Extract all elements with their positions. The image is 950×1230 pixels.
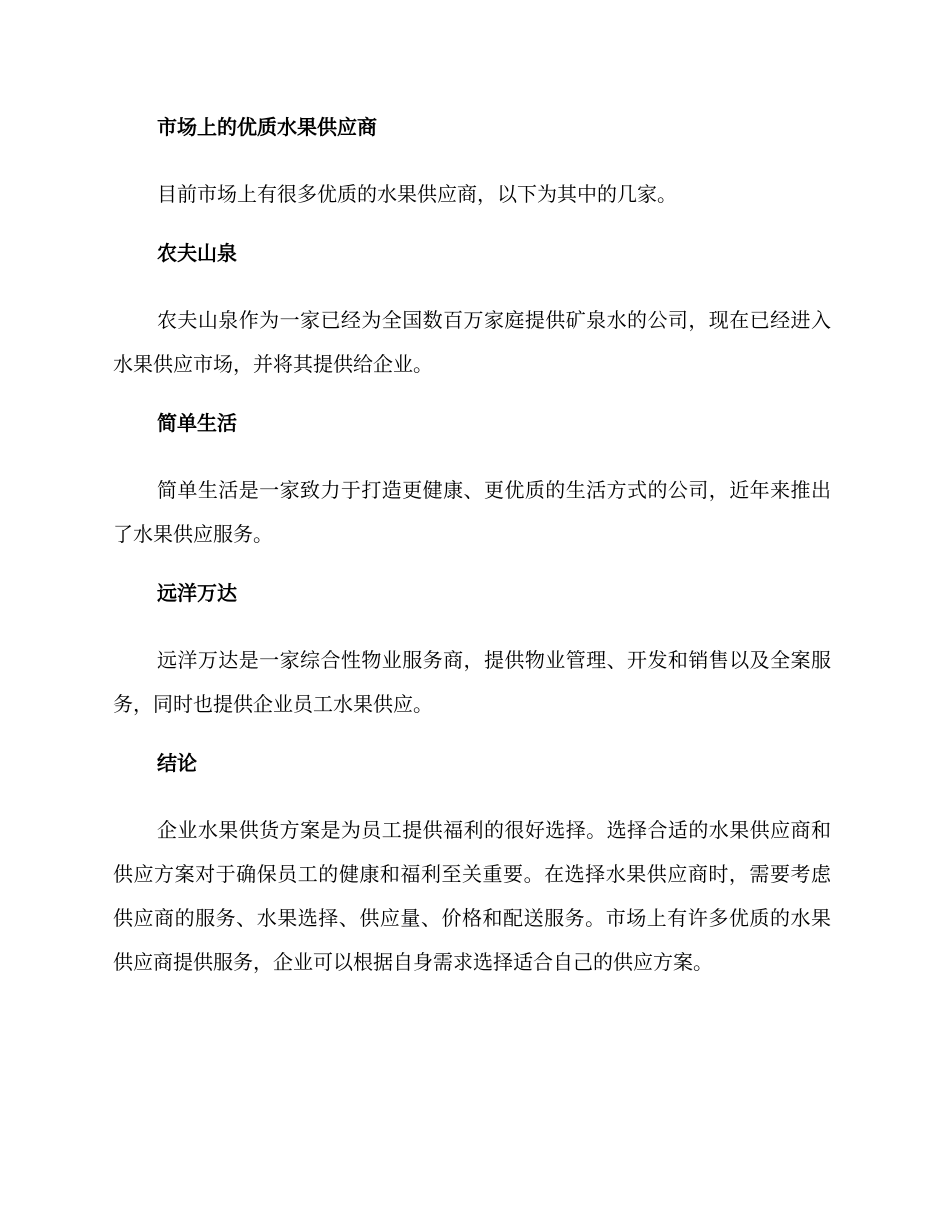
section-paragraph-nongfu: 农夫山泉作为一家已经为全国数百万家庭提供矿泉水的公司，现在已经进入水果供应市场，并将其提供给企业。	[113, 308, 831, 376]
section-paragraph-suppliers: 目前市场上有很多优质的水果供应商，以下为其中的几家。	[157, 182, 677, 206]
section-paragraph-simple-life: 简单生活是一家致力于打造更健康、更优质的生活方式的公司，近年来推出了水果供应服务。	[113, 478, 831, 546]
section-heading-nongfu: 农夫山泉	[157, 241, 237, 265]
section-heading-sino-ocean: 远洋万达	[157, 581, 237, 605]
section-paragraph-conclusion: 企业水果供货方案是为员工提供福利的很好选择。选择合适的水果供应商和供应方案对于确保员工的健康和福利至关重要。在选择水果供应商时，需要考虑供应商的服务、水果选择、供应量、价格和配送服务。市场上有许多优质的水果供应商提供服务，企业可以根据自身需求选择适合自己的供应方案。	[113, 818, 831, 974]
section-heading-suppliers: 市场上的优质水果供应商	[157, 115, 377, 139]
document-page	[113, 113, 831, 984]
section-paragraph-sino-ocean: 远洋万达是一家综合性物业服务商，提供物业管理、开发和销售以及全案服务，同时也提供企业员工水果供应。	[113, 648, 831, 716]
section-heading-conclusion: 结论	[157, 751, 197, 775]
section-heading-simple-life: 简单生活	[157, 411, 237, 435]
